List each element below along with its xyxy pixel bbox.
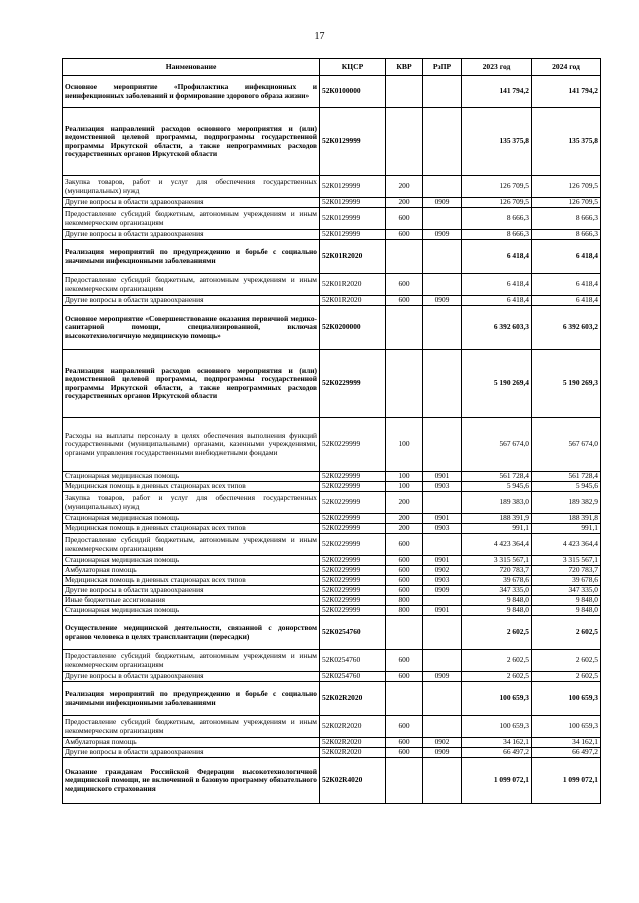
row-kvr-cell xyxy=(386,306,423,350)
row-2023-cell: 3 315 567,1 xyxy=(462,556,532,566)
row-kvr-cell: 200 xyxy=(386,198,423,208)
table-row xyxy=(63,76,601,108)
table-row xyxy=(63,176,601,198)
row-kcsr-cell: 52К0129999 xyxy=(320,176,386,198)
row-kvr-cell: 600 xyxy=(386,576,423,586)
table-row xyxy=(63,682,601,716)
row-name-cell: Стационарная медицинская помощь xyxy=(63,514,320,524)
row-2023-cell: 66 497,2 xyxy=(462,748,532,758)
row-2024-cell: 720 783,7 xyxy=(532,566,601,576)
table-row xyxy=(63,350,601,418)
header-2024: 2024 год xyxy=(532,59,601,76)
row-2024-cell: 6 418,4 xyxy=(532,296,601,306)
row-kcsr-cell: 52К02R2020 xyxy=(320,738,386,748)
row-2024-cell: 39 678,6 xyxy=(532,576,601,586)
row-kcsr-cell: 52К0229999 xyxy=(320,492,386,514)
row-2023-cell: 5 945,6 xyxy=(462,482,532,492)
row-kcsr-cell: 52К0229999 xyxy=(320,534,386,556)
row-kvr-cell xyxy=(386,108,423,176)
row-kcsr-cell: 52К0254760 xyxy=(320,616,386,650)
row-2023-cell: 100 659,3 xyxy=(462,716,532,738)
row-name-cell: Основное мероприятие «Профилактика инфекционных и неинфекционных заболеваний и формирование здорового образа жизни» xyxy=(63,76,320,108)
row-name-cell: Медицинская помощь в дневных стационарах всех типов xyxy=(63,524,320,534)
row-2024-cell: 66 497,2 xyxy=(532,748,601,758)
row-name-cell: Реализация мероприятий по предупреждению и борьбе с социально значимыми инфекционными заболеваниями xyxy=(63,240,320,274)
row-2024-cell: 9 848,0 xyxy=(532,606,601,616)
row-rzpr-cell xyxy=(423,492,462,514)
row-rzpr-cell: 0901 xyxy=(423,606,462,616)
row-2023-cell: 720 783,7 xyxy=(462,566,532,576)
row-kvr-cell: 600 xyxy=(386,716,423,738)
row-2023-cell: 8 666,3 xyxy=(462,208,532,230)
row-kvr-cell xyxy=(386,758,423,804)
row-rzpr-cell: 0903 xyxy=(423,576,462,586)
row-2023-cell: 34 162,1 xyxy=(462,738,532,748)
row-2024-cell: 188 391,8 xyxy=(532,514,601,524)
row-rzpr-cell xyxy=(423,176,462,198)
row-kcsr-cell: 52К0129999 xyxy=(320,108,386,176)
row-2023-cell: 2 602,5 xyxy=(462,672,532,682)
row-2023-cell: 5 190 269,4 xyxy=(462,350,532,418)
row-2023-cell: 561 728,4 xyxy=(462,472,532,482)
row-2024-cell: 2 602,5 xyxy=(532,650,601,672)
row-rzpr-cell: 0909 xyxy=(423,296,462,306)
row-2024-cell: 6 392 603,2 xyxy=(532,306,601,350)
row-kvr-cell: 600 xyxy=(386,556,423,566)
row-kcsr-cell: 52К0129999 xyxy=(320,208,386,230)
row-rzpr-cell: 0909 xyxy=(423,198,462,208)
table-row xyxy=(63,418,601,472)
row-2023-cell: 2 602,5 xyxy=(462,650,532,672)
row-2023-cell: 567 674,0 xyxy=(462,418,532,472)
row-2023-cell: 6 418,4 xyxy=(462,274,532,296)
table-row xyxy=(63,556,601,566)
row-kcsr-cell: 52К01R2020 xyxy=(320,274,386,296)
row-2024-cell: 34 162,1 xyxy=(532,738,601,748)
table-row xyxy=(63,606,601,616)
row-name-cell: Другие вопросы в области здравоохранения xyxy=(63,672,320,682)
row-kvr-cell: 800 xyxy=(386,596,423,606)
row-kcsr-cell: 52К0229999 xyxy=(320,514,386,524)
table-row xyxy=(63,596,601,606)
row-kvr-cell: 100 xyxy=(386,482,423,492)
row-kvr-cell xyxy=(386,616,423,650)
row-rzpr-cell: 0902 xyxy=(423,738,462,748)
header-kcsr: КЦСР xyxy=(320,59,386,76)
table-row xyxy=(63,716,601,738)
row-kvr-cell xyxy=(386,682,423,716)
row-kcsr-cell: 52К0229999 xyxy=(320,556,386,566)
table-row xyxy=(63,514,601,524)
row-2024-cell: 6 418,4 xyxy=(532,240,601,274)
row-2023-cell: 188 391,9 xyxy=(462,514,532,524)
table-header-row xyxy=(63,59,601,76)
row-2023-cell: 6 418,4 xyxy=(462,296,532,306)
row-kvr-cell: 600 xyxy=(386,274,423,296)
row-name-cell: Предоставление субсидий бюджетным, автономным учреждениям и иным некоммерческим организациям xyxy=(63,650,320,672)
row-rzpr-cell xyxy=(423,716,462,738)
row-2024-cell: 5 945,6 xyxy=(532,482,601,492)
row-2024-cell: 991,1 xyxy=(532,524,601,534)
row-rzpr-cell xyxy=(423,350,462,418)
row-kvr-cell: 100 xyxy=(386,472,423,482)
row-rzpr-cell xyxy=(423,76,462,108)
row-2024-cell: 8 666,3 xyxy=(532,208,601,230)
row-rzpr-cell xyxy=(423,240,462,274)
row-rzpr-cell: 0903 xyxy=(423,524,462,534)
row-kcsr-cell: 52К0229999 xyxy=(320,418,386,472)
row-kvr-cell: 600 xyxy=(386,534,423,556)
row-kvr-cell: 600 xyxy=(386,748,423,758)
budget-table xyxy=(62,58,601,804)
row-2024-cell: 189 382,9 xyxy=(532,492,601,514)
row-kcsr-cell: 52К02R2020 xyxy=(320,748,386,758)
row-kcsr-cell: 52К0229999 xyxy=(320,586,386,596)
header-name: Наименование xyxy=(63,59,320,76)
row-kcsr-cell: 52К0129999 xyxy=(320,198,386,208)
row-rzpr-cell xyxy=(423,274,462,296)
row-2024-cell: 100 659,3 xyxy=(532,682,601,716)
row-2024-cell: 567 674,0 xyxy=(532,418,601,472)
row-2023-cell: 189 383,0 xyxy=(462,492,532,514)
table-row xyxy=(63,472,601,482)
row-name-cell: Закупка товаров, работ и услуг для обеспечения государственных (муниципальных) нужд xyxy=(63,176,320,198)
header-kvr: КВР xyxy=(386,59,423,76)
row-rzpr-cell xyxy=(423,306,462,350)
row-2024-cell: 126 709,5 xyxy=(532,198,601,208)
row-kvr-cell: 600 xyxy=(386,566,423,576)
header-rzpr: РзПР xyxy=(423,59,462,76)
row-kcsr-cell: 52К01R2020 xyxy=(320,240,386,274)
row-2024-cell: 9 848,0 xyxy=(532,596,601,606)
table-row xyxy=(63,758,601,804)
row-rzpr-cell: 0901 xyxy=(423,556,462,566)
row-name-cell: Медицинская помощь в дневных стационарах всех типов xyxy=(63,482,320,492)
row-rzpr-cell xyxy=(423,650,462,672)
row-2024-cell: 4 423 364,4 xyxy=(532,534,601,556)
table-row xyxy=(63,748,601,758)
row-2024-cell: 6 418,4 xyxy=(532,274,601,296)
row-name-cell: Предоставление субсидий бюджетным, автономным учреждениям и иным некоммерческим организациям xyxy=(63,274,320,296)
row-kvr-cell: 600 xyxy=(386,586,423,596)
row-kcsr-cell: 52К0200000 xyxy=(320,306,386,350)
row-2023-cell: 2 602,5 xyxy=(462,616,532,650)
row-kcsr-cell: 52К0229999 xyxy=(320,524,386,534)
row-2023-cell: 141 794,2 xyxy=(462,76,532,108)
table-row xyxy=(63,566,601,576)
row-2024-cell: 100 659,3 xyxy=(532,716,601,738)
row-kvr-cell: 200 xyxy=(386,514,423,524)
table-row xyxy=(63,524,601,534)
row-name-cell: Другие вопросы в области здравоохранения xyxy=(63,230,320,240)
row-rzpr-cell xyxy=(423,418,462,472)
row-name-cell: Закупка товаров, работ и услуг для обеспечения государственных (муниципальных) нужд xyxy=(63,492,320,514)
row-kvr-cell: 800 xyxy=(386,606,423,616)
row-name-cell: Другие вопросы в области здравоохранения xyxy=(63,198,320,208)
table-row xyxy=(63,306,601,350)
row-name-cell: Предоставление субсидий бюджетным, автономным учреждениям и иным некоммерческим организациям xyxy=(63,534,320,556)
row-2024-cell: 2 602,5 xyxy=(532,616,601,650)
row-name-cell: Амбулаторная помощь xyxy=(63,566,320,576)
row-rzpr-cell xyxy=(423,596,462,606)
row-2024-cell: 2 602,5 xyxy=(532,672,601,682)
row-kcsr-cell: 52К0254760 xyxy=(320,672,386,682)
row-name-cell: Другие вопросы в области здравоохранения xyxy=(63,748,320,758)
row-rzpr-cell: 0903 xyxy=(423,482,462,492)
row-kvr-cell: 200 xyxy=(386,492,423,514)
row-rzpr-cell xyxy=(423,534,462,556)
row-2023-cell: 126 709,5 xyxy=(462,198,532,208)
row-2024-cell: 561 728,4 xyxy=(532,472,601,482)
row-kvr-cell: 600 xyxy=(386,672,423,682)
table-row xyxy=(63,738,601,748)
row-name-cell: Другие вопросы в области здравоохранения xyxy=(63,586,320,596)
row-rzpr-cell xyxy=(423,682,462,716)
row-name-cell: Расходы на выплаты персоналу в целях обеспечения выполнения функций государственными (муниципальными) органами, казенными учреждениями, органами управления государственными внебюджетными фондами xyxy=(63,418,320,472)
row-rzpr-cell: 0909 xyxy=(423,748,462,758)
row-kcsr-cell: 52К0229999 xyxy=(320,596,386,606)
row-2023-cell: 135 375,8 xyxy=(462,108,532,176)
row-2024-cell: 347 335,0 xyxy=(532,586,601,596)
row-rzpr-cell xyxy=(423,108,462,176)
row-rzpr-cell xyxy=(423,208,462,230)
header-2023: 2023 год xyxy=(462,59,532,76)
row-2023-cell: 9 848,0 xyxy=(462,606,532,616)
row-kvr-cell xyxy=(386,240,423,274)
table-row xyxy=(63,198,601,208)
row-2023-cell: 9 848,0 xyxy=(462,596,532,606)
row-kcsr-cell: 52К0229999 xyxy=(320,472,386,482)
table-row xyxy=(63,108,601,176)
row-rzpr-cell: 0901 xyxy=(423,514,462,524)
row-kcsr-cell: 52К0100000 xyxy=(320,76,386,108)
row-kvr-cell: 600 xyxy=(386,738,423,748)
row-kcsr-cell: 52К02R2020 xyxy=(320,716,386,738)
row-kcsr-cell: 52К02R4020 xyxy=(320,758,386,804)
row-2024-cell: 126 709,5 xyxy=(532,176,601,198)
row-kcsr-cell: 52К0129999 xyxy=(320,230,386,240)
row-kvr-cell: 600 xyxy=(386,650,423,672)
row-kcsr-cell: 52К0229999 xyxy=(320,350,386,418)
row-rzpr-cell: 0901 xyxy=(423,472,462,482)
row-name-cell: Медицинская помощь в дневных стационарах всех типов xyxy=(63,576,320,586)
table-row xyxy=(63,230,601,240)
row-name-cell: Иные бюджетные ассигнования xyxy=(63,596,320,606)
row-2023-cell: 991,1 xyxy=(462,524,532,534)
row-name-cell: Стационарная медицинская помощь xyxy=(63,556,320,566)
row-kcsr-cell: 52К01R2020 xyxy=(320,296,386,306)
row-name-cell: Реализация направлений расходов основного мероприятия и (или) ведомственной целевой программы, подпрограммы государственной программы Иркутской области, а также непрограммных расходов государственных органов Иркутской области xyxy=(63,108,320,176)
table-row xyxy=(63,616,601,650)
row-rzpr-cell: 0909 xyxy=(423,230,462,240)
row-kvr-cell: 600 xyxy=(386,296,423,306)
table-row xyxy=(63,534,601,556)
row-2024-cell: 135 375,8 xyxy=(532,108,601,176)
row-2023-cell: 6 392 603,3 xyxy=(462,306,532,350)
row-kvr-cell: 600 xyxy=(386,230,423,240)
table-row xyxy=(63,482,601,492)
row-kvr-cell: 200 xyxy=(386,176,423,198)
row-2023-cell: 1 099 072,1 xyxy=(462,758,532,804)
row-rzpr-cell xyxy=(423,758,462,804)
row-2023-cell: 100 659,3 xyxy=(462,682,532,716)
row-name-cell: Стационарная медицинская помощь xyxy=(63,472,320,482)
row-2024-cell: 1 099 072,1 xyxy=(532,758,601,804)
row-kvr-cell: 200 xyxy=(386,524,423,534)
page-number: 17 xyxy=(314,31,325,42)
table-row xyxy=(63,650,601,672)
table-body xyxy=(63,76,601,804)
row-2024-cell: 8 666,3 xyxy=(532,230,601,240)
row-2024-cell: 5 190 269,3 xyxy=(532,350,601,418)
row-2024-cell: 141 794,2 xyxy=(532,76,601,108)
table-row xyxy=(63,296,601,306)
row-name-cell: Предоставление субсидий бюджетным, автономным учреждениям и иным некоммерческим организациям xyxy=(63,208,320,230)
row-name-cell: Стационарная медицинская помощь xyxy=(63,606,320,616)
row-kvr-cell xyxy=(386,350,423,418)
table-row xyxy=(63,672,601,682)
row-rzpr-cell xyxy=(423,616,462,650)
row-kvr-cell: 100 xyxy=(386,418,423,472)
row-kcsr-cell: 52К02R2020 xyxy=(320,682,386,716)
row-2023-cell: 347 335,0 xyxy=(462,586,532,596)
row-2023-cell: 4 423 364,4 xyxy=(462,534,532,556)
row-name-cell: Амбулаторная помощь xyxy=(63,738,320,748)
table-row xyxy=(63,586,601,596)
row-kvr-cell xyxy=(386,76,423,108)
table-row xyxy=(63,240,601,274)
row-name-cell: Другие вопросы в области здравоохранения xyxy=(63,296,320,306)
row-kcsr-cell: 52К0229999 xyxy=(320,576,386,586)
row-rzpr-cell: 0909 xyxy=(423,586,462,596)
row-rzpr-cell: 0902 xyxy=(423,566,462,576)
table-row xyxy=(63,274,601,296)
row-kvr-cell: 600 xyxy=(386,208,423,230)
row-name-cell: Осуществление медицинской деятельности, связанной с донорством органов человека в целях трансплантации (пересадки) xyxy=(63,616,320,650)
row-rzpr-cell: 0909 xyxy=(423,672,462,682)
row-2024-cell: 3 315 567,1 xyxy=(532,556,601,566)
row-kcsr-cell: 52К0229999 xyxy=(320,482,386,492)
row-name-cell: Предоставление субсидий бюджетным, автономным учреждениям и иным некоммерческим организациям xyxy=(63,716,320,738)
row-kcsr-cell: 52К0229999 xyxy=(320,566,386,576)
table-row xyxy=(63,576,601,586)
row-kcsr-cell: 52К0254760 xyxy=(320,650,386,672)
row-2023-cell: 8 666,3 xyxy=(462,230,532,240)
row-name-cell: Реализация мероприятий по предупреждению и борьбе с социально значимыми инфекционными заболеваниями xyxy=(63,682,320,716)
row-2023-cell: 126 709,5 xyxy=(462,176,532,198)
row-name-cell: Основное мероприятие «Совершенствование оказания первичной медико-санитарной помощи, специализированной, включая высокотехнологичную медицинскую помощь» xyxy=(63,306,320,350)
table-row xyxy=(63,208,601,230)
row-kcsr-cell: 52К0229999 xyxy=(320,606,386,616)
row-2023-cell: 6 418,4 xyxy=(462,240,532,274)
row-name-cell: Оказание гражданам Российской Федерации высокотехнологичной медицинской помощи, не включенной в базовую программу обязательного медицинского страхования xyxy=(63,758,320,804)
row-2023-cell: 39 678,6 xyxy=(462,576,532,586)
row-name-cell: Реализация направлений расходов основного мероприятия и (или) ведомственной целевой программы, подпрограммы государственной программы Иркутской области, а также непрограммных расходов государственных органов Иркутской области xyxy=(63,350,320,418)
table-row xyxy=(63,492,601,514)
